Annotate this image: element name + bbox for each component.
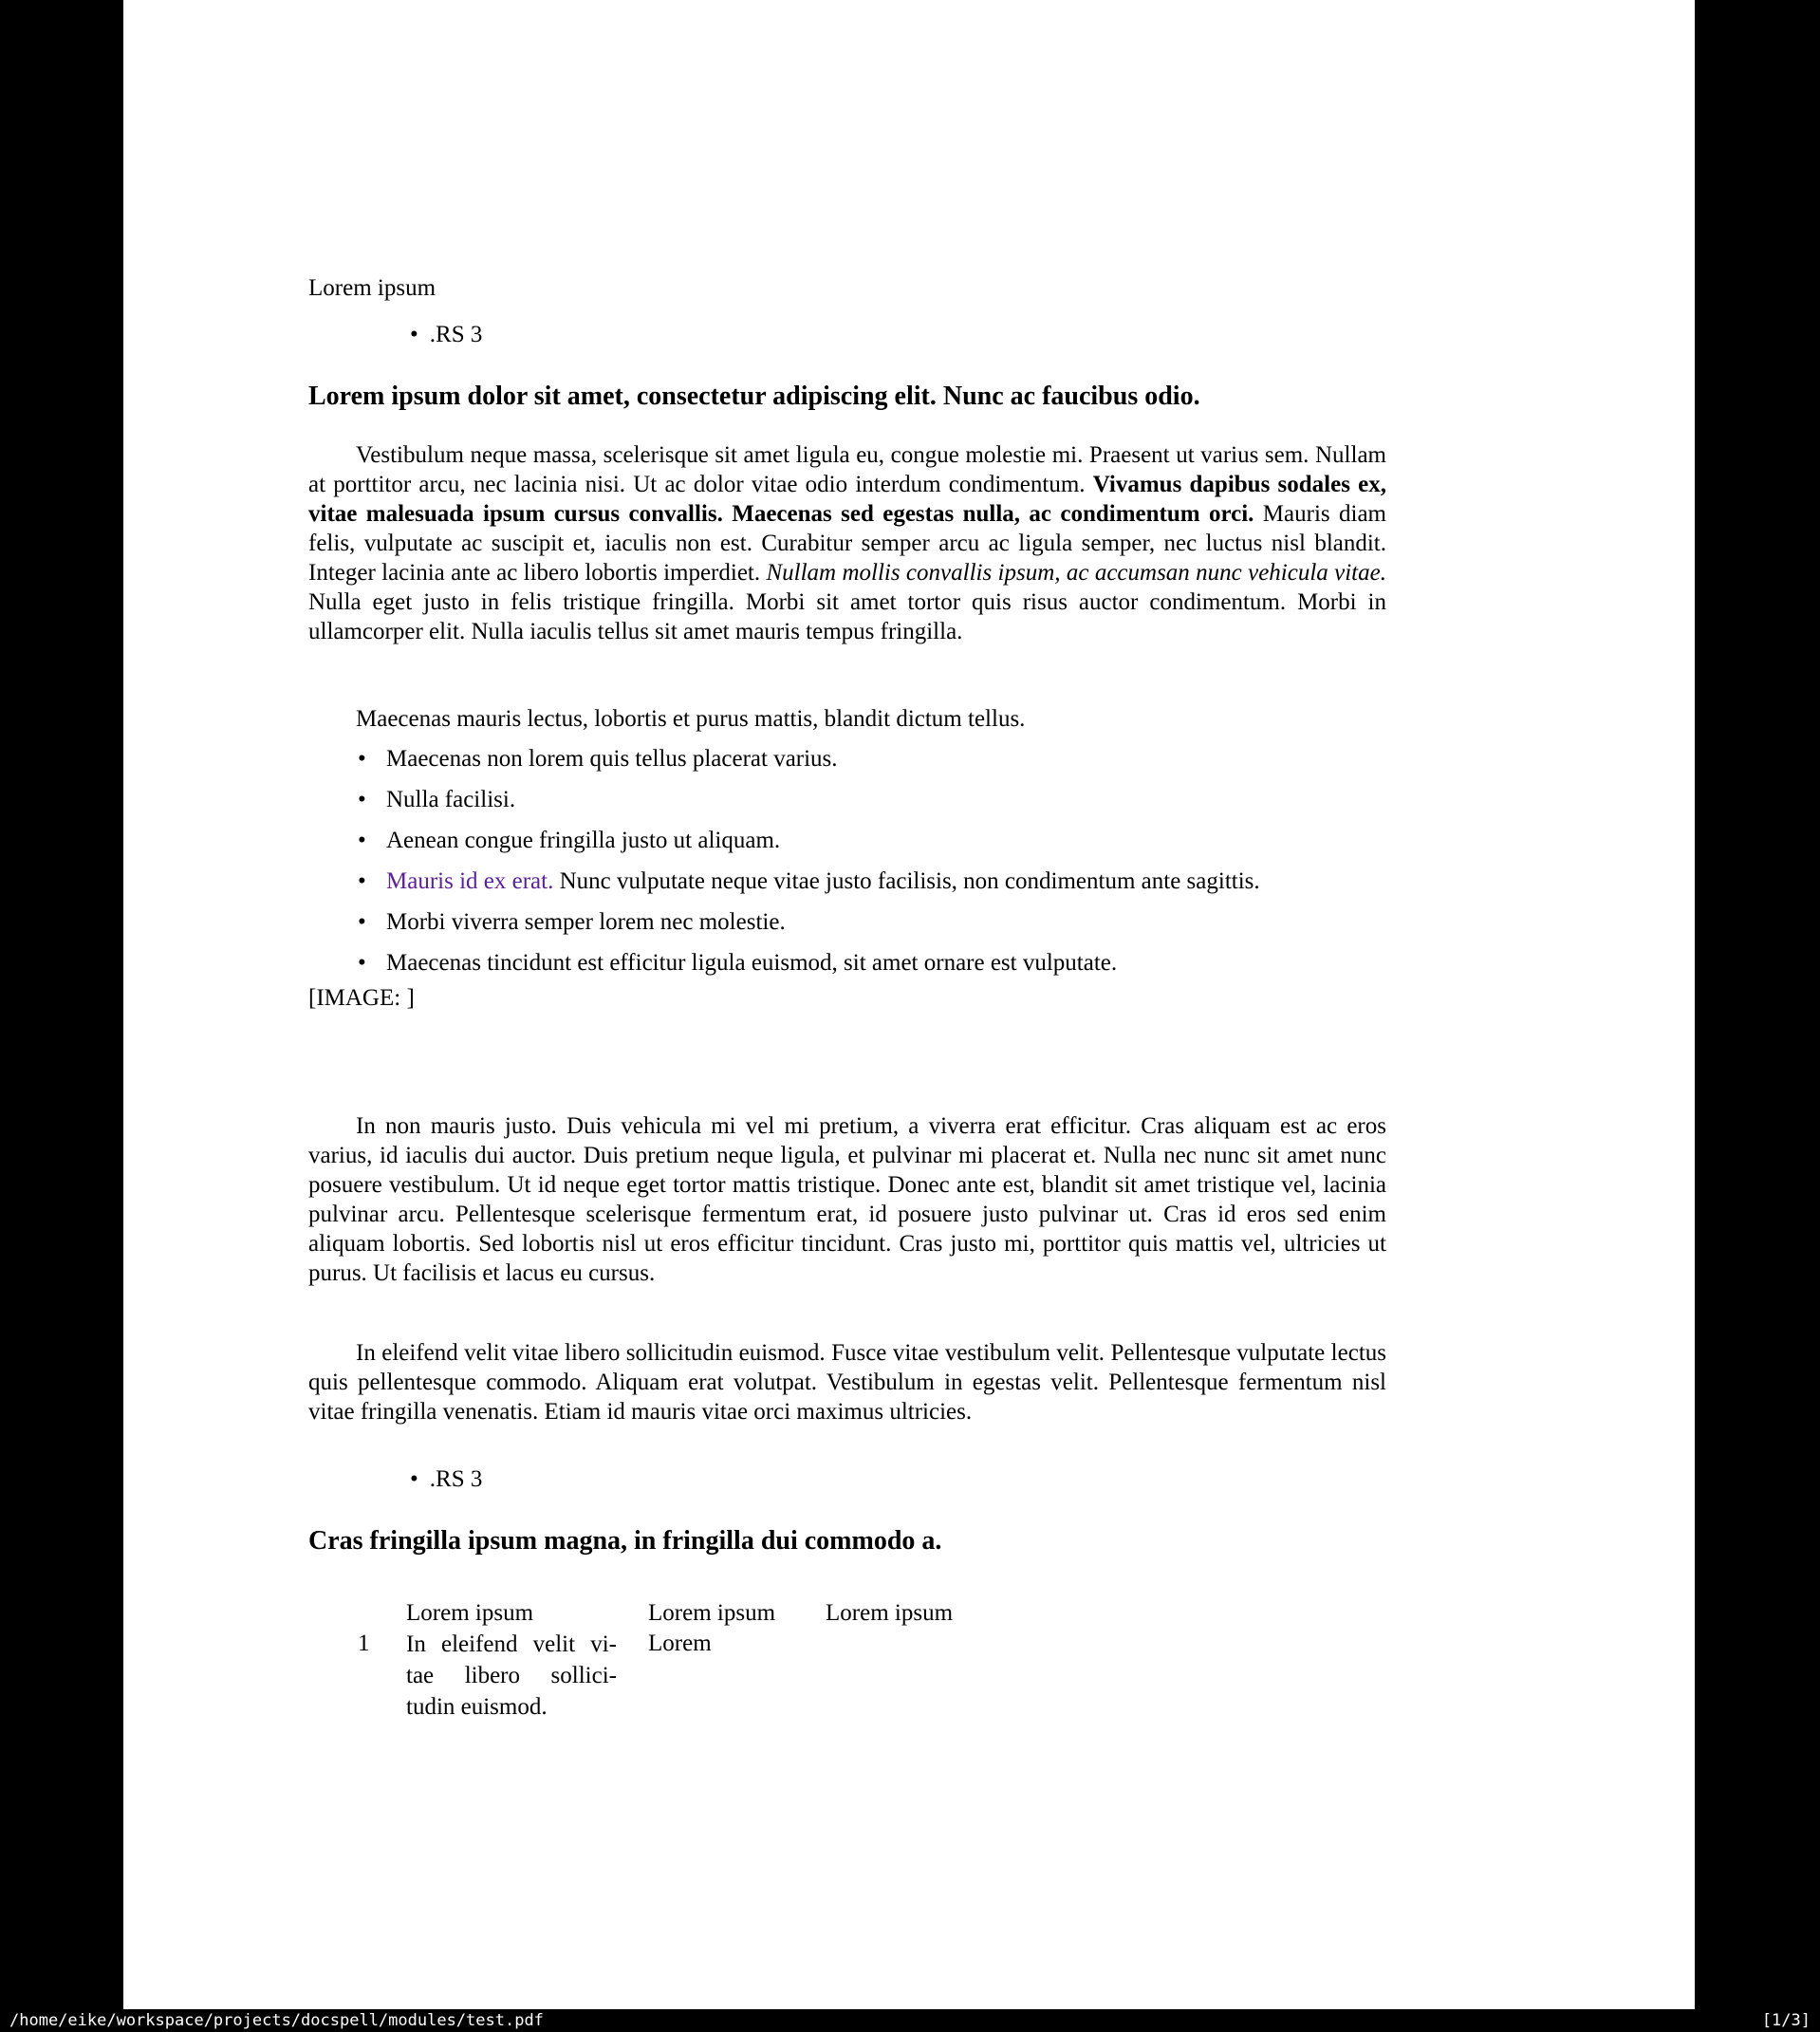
list-item-text <box>386 909 786 935</box>
bullet-icon: • <box>410 1466 418 1492</box>
rs-directive-item-2 <box>308 1464 482 1494</box>
bullet-icon: • <box>358 868 366 894</box>
cell-line: tae libero sollici- <box>406 1663 617 1688</box>
table-header-col1: Lorem ipsum <box>406 1600 534 1626</box>
text-segment: Aenean congue fringilla justo ut aliquam. <box>386 828 781 853</box>
rs-directive-item-1 <box>308 320 482 349</box>
list-item-text <box>386 950 1117 976</box>
cell-line: In eleifend velit vi- <box>406 1631 617 1657</box>
text-segment: Morbi viverra semper lorem nec molestie. <box>386 909 786 935</box>
table-header-col2: Lorem ipsum <box>648 1600 776 1626</box>
section-heading-1: Lorem ipsum dolor sit amet, consectetur adipiscing elit. Nunc ac faucibus odio. <box>308 382 1200 411</box>
list-item-text <box>386 787 515 812</box>
list-item <box>308 826 1386 855</box>
text-segment: Nulla facilisi. <box>386 787 516 812</box>
statusbar-page-indicator: [1/3] <box>1761 2011 1811 2030</box>
rs-directive-text: .RS 3 <box>429 1466 483 1492</box>
intro-paragraph: Lorem ipsum <box>308 275 436 301</box>
table-row-number: 1 <box>358 1631 370 1656</box>
table-header-col3: Lorem ipsum <box>826 1600 954 1626</box>
rs-directive-text: .RS 3 <box>429 322 483 347</box>
text-segment: Maecenas tincidunt est efficitur ligula euismod, sit amet ornare est vulputate. <box>386 950 1118 976</box>
text-segment: Vestibulum neque massa, scelerisque sit amet ligula eu, congue molestie mi. Praesent ut varius sem. Nullam at porttitor arcu, nec lacinia nisi. Ut ac dolor vitae odio interdum condimentum. <box>308 442 1386 497</box>
list-item <box>308 744 1386 774</box>
list-item <box>308 785 1386 814</box>
list-item <box>308 867 1386 896</box>
bullet-icon: • <box>358 909 366 935</box>
mauris-link[interactable]: Mauris id ex erat. <box>386 868 554 894</box>
list-item <box>308 907 1386 937</box>
table-cell-col2: Lorem <box>648 1631 712 1656</box>
body-paragraph-4: In eleifend velit vitae libero sollicitudin euismod. Fusce vitae vestibulum velit. Pellentesque vulputate lectus quis pellentesque commodo. Aliquam erat volutpat. Vestibulum in egestas velit. Pellentesque fermentum nisl vitae fringilla venenatis. Etiam id mauris vitae orci maximus ultricies. <box>308 1340 1386 1425</box>
document-content <box>308 0 1386 2009</box>
statusbar-filepath: /home/eike/workspace/projects/docspell/modules/test.pdf <box>9 2011 544 2030</box>
text-segment: Nullam mollis convallis ipsum, ac accumsan nunc vehicula vitae. <box>766 560 1386 586</box>
text-segment: Nulla eget justo in felis tristique fringilla. Morbi sit amet tortor quis risus auctor condimentum. Morbi in ullamcorper elit. Nulla iaculis tellus sit amet mauris tempus fringilla. <box>308 589 1386 644</box>
text-segment: Maecenas non lorem quis tellus placerat varius. <box>386 746 838 772</box>
list-item-text <box>386 868 1260 894</box>
bullet-icon: • <box>358 828 366 853</box>
text-segment: Mauris diam felis, vulputate ac suscipit et, iaculis non est. Curabitur semper arcu ac ligula semper, nec luctus nisl blandit. Integer lacinia ante ac libero lobortis imperdiet. <box>308 501 1386 586</box>
body-paragraph-2: Maecenas mauris lectus, lobortis et purus mattis, blandit dictum tellus. <box>356 706 1026 732</box>
table-cell-col1 <box>406 1629 617 1723</box>
image-placeholder-text: [IMAGE: ] <box>308 985 415 1011</box>
cell-line: tudin euismod. <box>406 1694 548 1720</box>
text-segment: Nunc vulputate neque vitae justo facilisis, non condimentum ante sagittis. <box>553 868 1260 894</box>
list-item-text <box>386 746 838 772</box>
bullet-icon: • <box>358 787 366 812</box>
body-paragraph-1 <box>308 440 1386 646</box>
bullet-icon: • <box>358 950 366 976</box>
text-segment: Vivamus dapibus sodales ex, vitae malesuada ipsum cursus convallis. Maecenas sed egestas nulla, ac condimentum orci. <box>308 472 1386 527</box>
section-heading-2: Cras fringilla ipsum magna, in fringilla dui commodo a. <box>308 1526 942 1556</box>
bullet-icon: • <box>358 746 366 772</box>
pdf-page <box>123 0 1695 2009</box>
list-item-text <box>386 828 780 853</box>
body-paragraph-3: In non mauris justo. Duis vehicula mi vel mi pretium, a viverra erat efficitur. Cras aliquam est ac eros varius, id iaculis dui auctor. Duis pretium neque ligula, et pulvinar mi placerat et. Nulla nec nunc sit amet nunc posuere vestibulum. Ut id neque eget tortor mattis tristique. Donec ante est, blandit sit amet tristique vel, lacinia pulvinar arcu. Pellentesque scelerisque fermentum erat, id posuere justo pulvinar ut. Cras id eros sed enim aliquam lobortis. Sed lobortis nisl ut eros efficitur tincidunt. Cras justo mi, porttitor quis mattis vel, ultricies ut purus. Ut facilisis et lacus eu cursus. <box>308 1113 1386 1286</box>
bullet-icon: • <box>410 322 418 347</box>
list-item <box>308 948 1386 978</box>
statusbar <box>0 2009 1820 2032</box>
